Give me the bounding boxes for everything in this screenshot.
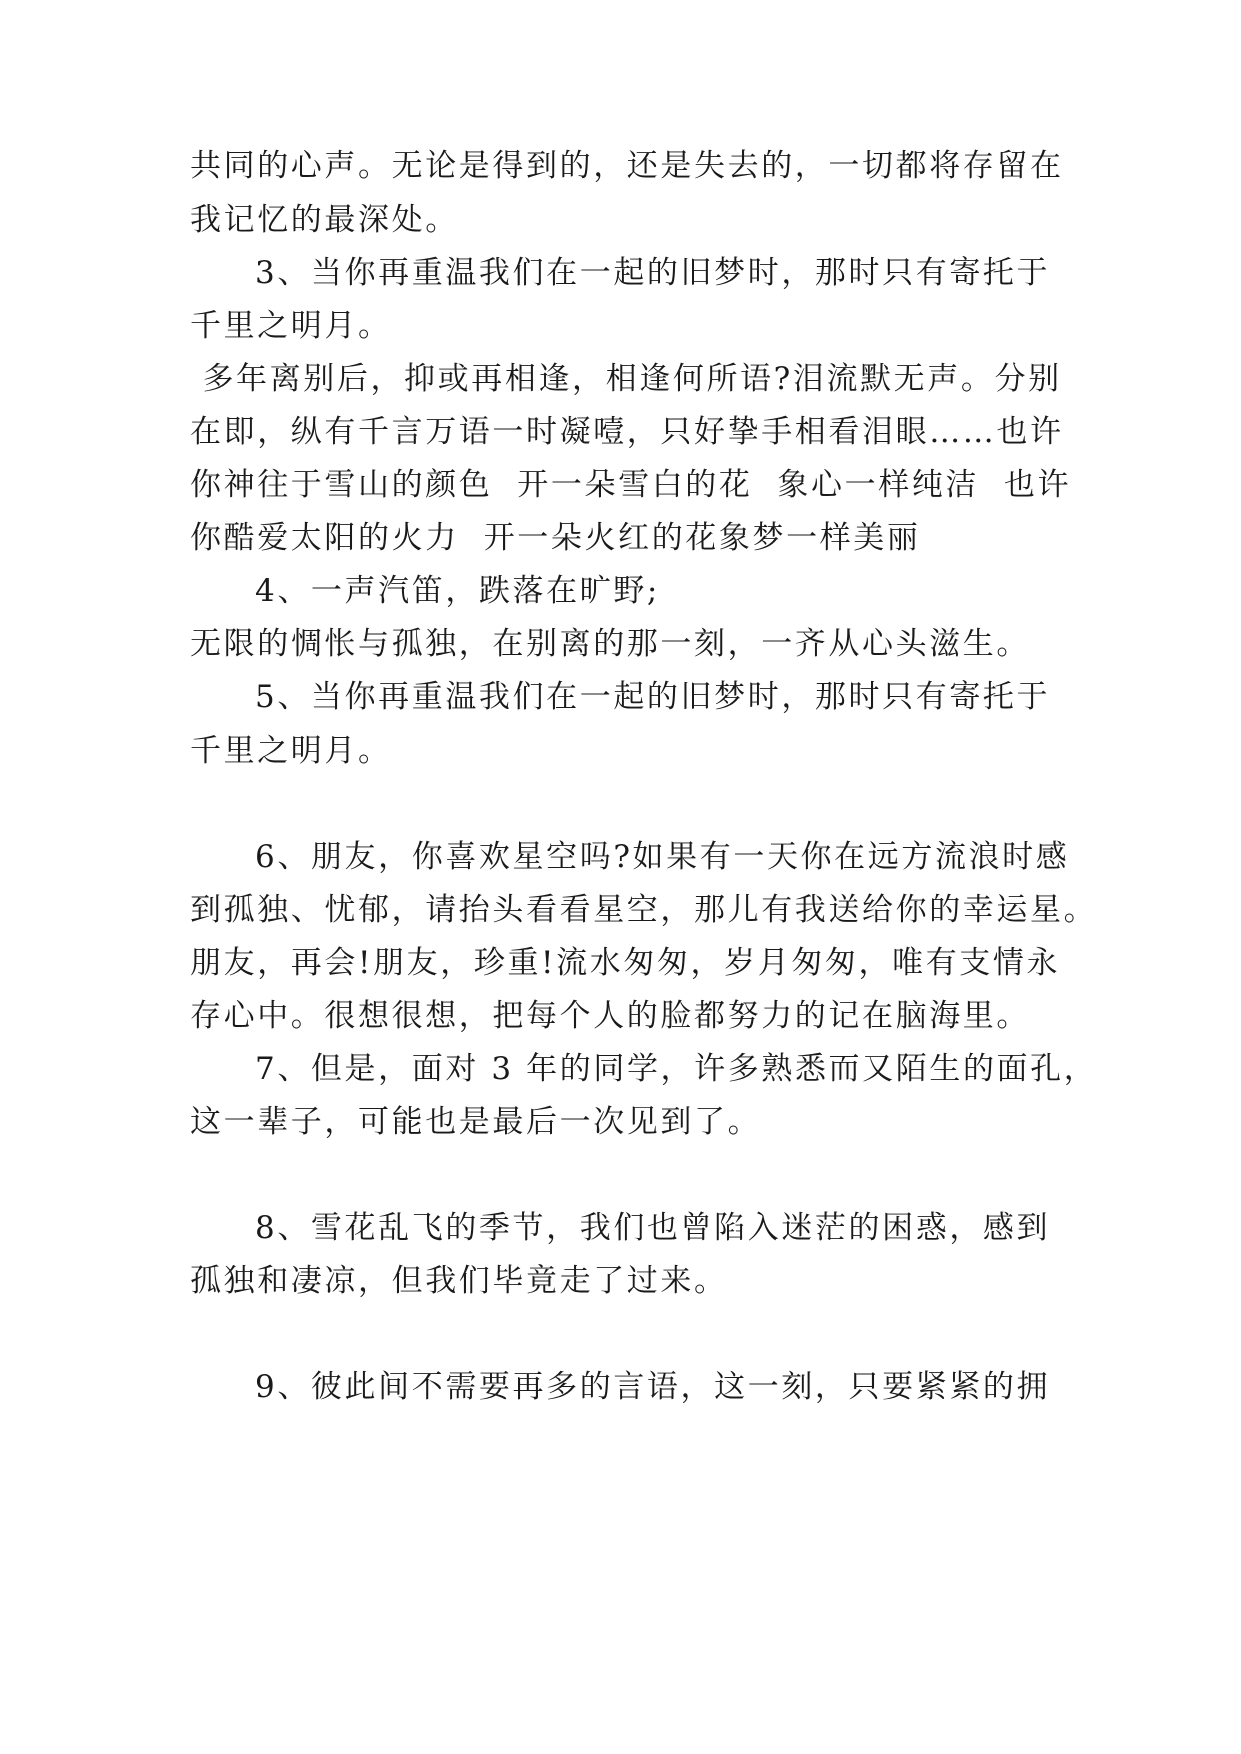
text-line: 千里之明月。 xyxy=(190,308,392,344)
text-line: 无限的惆怅与孤独，在别离的那一刻，一齐从心头滋生。 xyxy=(190,626,1030,662)
text-line: 7、但是，面对 3 年的同学，许多熟悉而又陌生的面孔， xyxy=(255,1051,1098,1087)
text-line: 你神往于雪山的颜色 开一朵雪白的花 象心一样纯洁 也许 xyxy=(190,467,1072,503)
text-line: 这一辈子，可能也是最后一次见到了。 xyxy=(190,1104,762,1140)
text-line: 千里之明月。 xyxy=(190,733,392,769)
text-line: 我记忆的最深处。 xyxy=(190,202,459,238)
text-line: 9、彼此间不需要再多的言语，这一刻，只要紧紧的拥 xyxy=(255,1369,1051,1405)
text-line: 6、朋友，你喜欢星空吗?如果有一天你在远方流浪时感 xyxy=(255,839,1070,875)
text-line: 到孤独、忧郁，请抬头看看星空，那儿有我送给你的幸运星。 xyxy=(190,892,1098,928)
text-line: 多年离别后，抑或再相逢，相逢何所语?泪流默无声。分别 xyxy=(190,361,1062,397)
text-line: 4、一声汽笛，跌落在旷野; xyxy=(255,573,660,609)
text-line: 5、当你再重温我们在一起的旧梦时，那时只有寄托于 xyxy=(255,679,1051,715)
text-line: 你酷爱太阳的火力 开一朵火红的花象梦一样美丽 xyxy=(190,520,921,556)
text-line: 8、雪花乱飞的季节，我们也曾陷入迷茫的困惑，感到 xyxy=(255,1210,1051,1246)
text-line: 3、当你再重温我们在一起的旧梦时，那时只有寄托于 xyxy=(255,255,1051,291)
text-line: 存心中。很想很想，把每个人的脸都努力的记在脑海里。 xyxy=(190,998,1030,1034)
text-line: 在即，纵有千言万语一时凝噎，只好挚手相看泪眼……也许 xyxy=(190,414,1064,450)
text-line: 孤独和凄凉，但我们毕竟走了过来。 xyxy=(190,1263,728,1299)
text-line: 朋友，再会!朋友，珍重!流水匆匆，岁月匆匆，唯有支情永 xyxy=(190,945,1061,981)
text-line: 共同的心声。无论是得到的，还是失去的，一切都将存留在 xyxy=(190,148,1064,184)
